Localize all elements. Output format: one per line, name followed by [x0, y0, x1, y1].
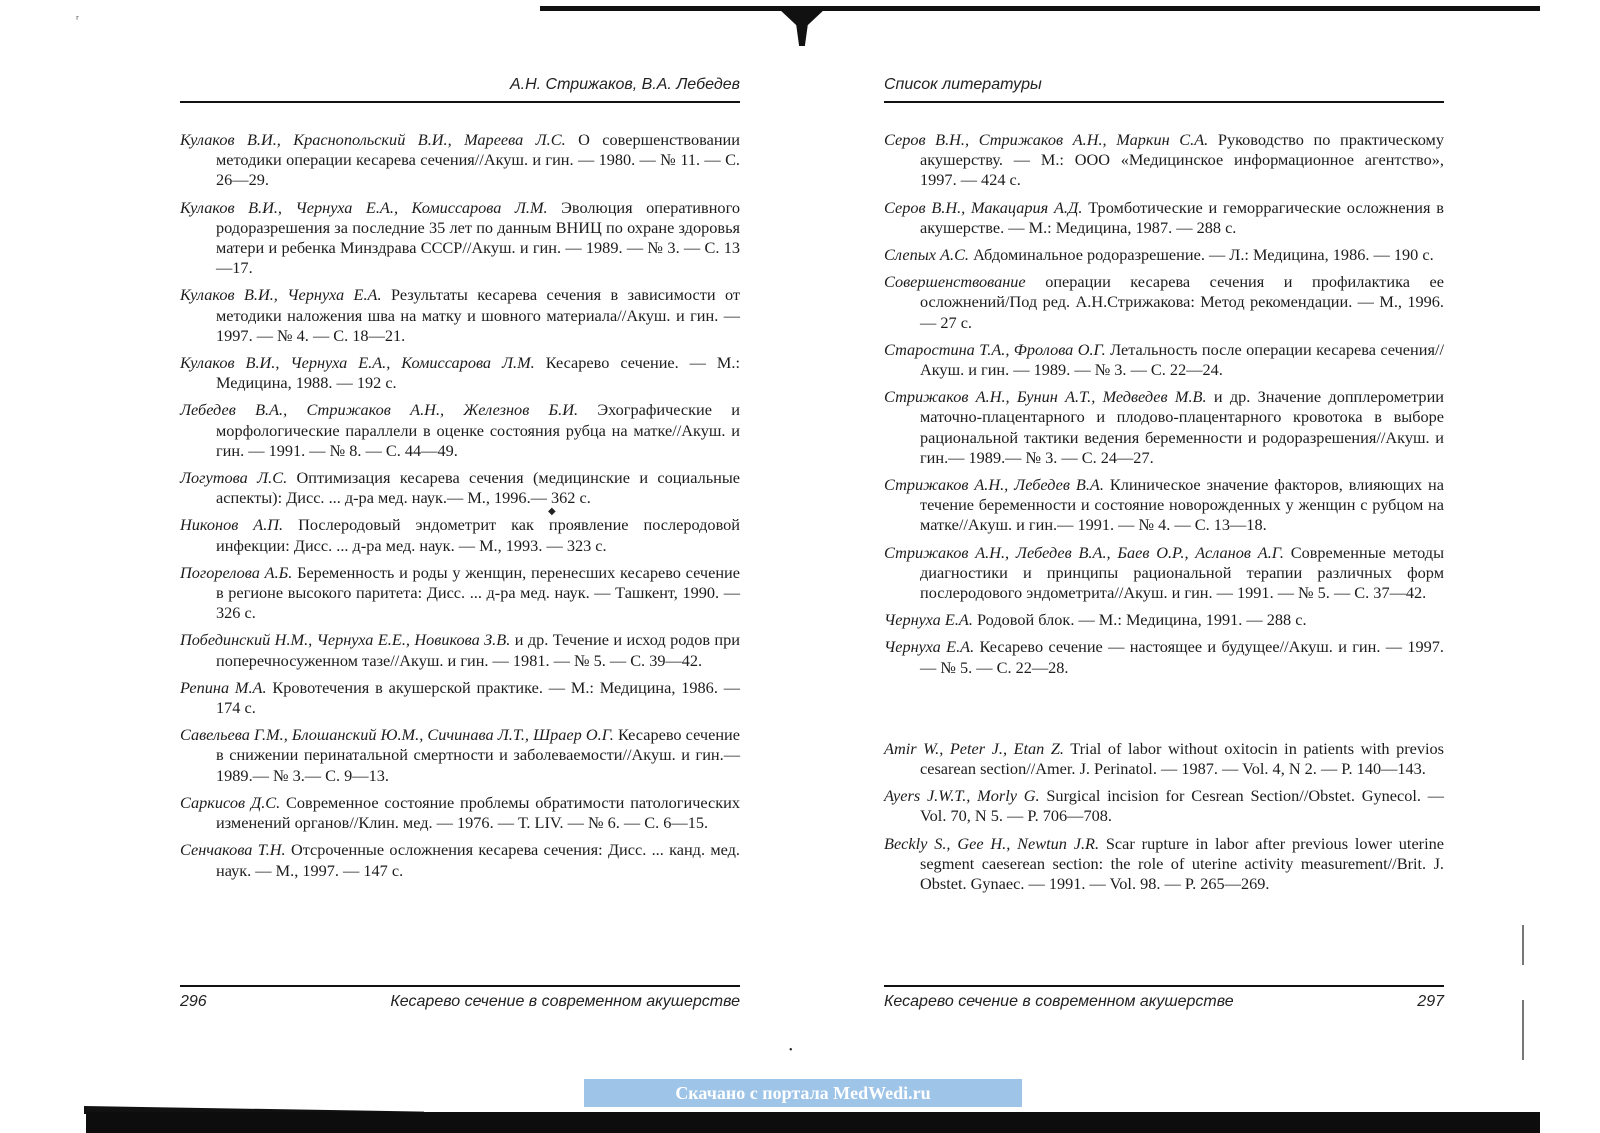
reference-entry	[884, 543, 1444, 604]
reference-entry	[180, 793, 740, 833]
reference-list	[884, 130, 1444, 901]
scan-corner-mark: ʳ	[76, 12, 79, 26]
reference-authors: Чернуха Е.А.	[884, 610, 973, 630]
scan-bottom-edge	[86, 1112, 1540, 1133]
reference-text: и др. Течение и исход родов при поперечносуженном тазе//Акуш. и гин. — 1981. — № 5. — С. 39—42.	[216, 630, 740, 670]
reference-entry	[884, 198, 1444, 238]
reference-entry	[180, 400, 740, 461]
reference-authors: Старостина Т.А., Фролова О.Г.	[884, 339, 1106, 359]
running-head: А.Н. Стрижаков, В.А. Лебедев	[509, 76, 740, 93]
reference-authors: Совершенствование	[884, 272, 1026, 292]
scan-edge-line	[1522, 1000, 1524, 1060]
reference-entry	[884, 637, 1444, 677]
scan-speck: •	[789, 1045, 793, 1056]
reference-text: и др. Значение допплерометрии маточно-плацентарного и плодово-плацентарного кровотока в выборе рациональной тактики ведения беременности и родоразрешения//Акуш. и гин.— 1989.— № 3. — С. 24—27.	[920, 387, 1444, 467]
header-rule	[180, 101, 740, 103]
reference-entry	[884, 272, 1444, 333]
download-watermark: Скачано с портала MedWedi.ru	[584, 1079, 1022, 1107]
reference-text: Родовой блок. — М.: Медицина, 1991. — 288 с.	[977, 610, 1307, 630]
reference-text: Послеродовый эндометрит как проявление послеродовой инфекции: Дисс. ... д-ра мед. наук. — М., 1993. — 323 с.	[216, 515, 740, 555]
reference-authors: Репина М.А.	[180, 677, 267, 697]
reference-entry	[180, 353, 740, 393]
footer-title: Кесарево сечение в современном акушерстве	[884, 993, 1234, 1010]
reference-text: Летальность после операции кесарева сечения//Акуш. и гин. — 1989. — № 3. — С. 22—24.	[920, 339, 1444, 380]
foreign-references	[884, 739, 1444, 894]
reference-text: Тромботические и геморрагические осложнения в акушерстве. — М.: Медицина, 1987. — 288 с.	[920, 197, 1444, 237]
reference-authors: Серов В.Н., Стрижаков А.Н., Маркин С.А.	[884, 130, 1209, 149]
reference-text: Клиническое значение факторов, влияющих на течение беременности и состояние новорожденных у женщин с рубцом на матке//Акуш. и гин.— 1991. — № 4. — С. 13—18.	[920, 475, 1444, 535]
reference-entry	[180, 630, 740, 670]
reference-authors: Слепых А.С.	[884, 245, 969, 265]
reference-authors: Никонов А.П.	[180, 515, 284, 535]
reference-text: Surgical incision for Cesrean Section//Obstet. Gynecol. — Vol. 70, N 5. — P. 706—708.	[920, 786, 1444, 826]
reference-entry	[884, 739, 1444, 779]
reference-list	[180, 130, 740, 888]
reference-text: Scar rupture in labor after previous lower uterine segment caeserean section: the role of uterine activity measurement//Brit. J. Obstet. Gynaec. — 1991. — Vol. 98. — P. 265—269.	[920, 833, 1444, 894]
reference-entry	[180, 563, 740, 624]
reference-text: Беременность и роды у женщин, перенесших кесарево сечение в регионе высокого паритета: Дисс. ... д-ра мед. наук. — Ташкент, 1990. — 326 с.	[216, 562, 740, 623]
reference-authors: Саркисов Д.С.	[180, 792, 281, 812]
reference-entry	[884, 130, 1444, 191]
reference-entry	[180, 840, 740, 880]
reference-authors: Beckly S., Gee H., Newtun J.R.	[884, 833, 1100, 853]
reference-authors: Серов В.Н., Макацария А.Д.	[884, 197, 1083, 217]
reference-text: Trial of labor without oxitocin in patients with previos cesarean section//Amer. J. Perinatol. — 1987. — Vol. 4, N 2. — P. 140—143.	[920, 738, 1445, 779]
reference-text: Результаты кесарева сечения в зависимости от методики наложения шва на матку и шовного материала//Акуш. и гин. — 1997. — № 4. — С. 18—21.	[216, 285, 740, 345]
reference-authors: Погорелова А.Б.	[180, 562, 293, 582]
reference-text: Абдоминальное родоразрешение. — Л.: Медицина, 1986. — 190 с.	[973, 245, 1434, 265]
russian-references	[884, 130, 1444, 678]
page-number: 297	[1417, 993, 1444, 1010]
reference-text: Современные методы диагностики и принципы рациональной терапии различных форм послеродового эндометрита//Акуш. и гин. — 1991. — № 5. — С. 37—42.	[920, 542, 1445, 603]
scan-edge-line	[1522, 925, 1524, 965]
footer-rule	[180, 985, 740, 987]
reference-authors: Лебедев В.А., Стрижаков А.Н., Железнов Б.И.	[180, 400, 579, 420]
reference-authors: Стрижаков А.Н., Лебедев В.А.	[884, 475, 1104, 495]
reference-text: Современное состояние проблемы обратимости патологических изменений органов//Клин. мед. — 1976. — Т. LIV. — № 6. — С. 6—15.	[216, 792, 741, 833]
reference-authors: Стрижаков А.Н., Лебедев В.А., Баев О.Р., Асланов А.Г.	[884, 542, 1284, 562]
reference-entry	[180, 515, 740, 555]
reference-entry	[884, 340, 1444, 380]
footer-title: Кесарево сечение в современном акушерстве	[390, 993, 740, 1010]
header-rule	[884, 101, 1444, 103]
reference-text: Кесарево сечение — настоящее и будущее//Акуш. и гин. — 1997. — № 5. — С. 22—28.	[920, 637, 1444, 677]
scan-speck: ◆	[548, 506, 556, 517]
reference-authors: Сенчакова Т.Н.	[180, 840, 286, 860]
running-head: Список литературы	[884, 76, 1042, 93]
reference-entry	[180, 198, 740, 279]
footer-rule	[884, 985, 1444, 987]
reference-entry	[180, 285, 740, 346]
reference-text: Кесарево сечение в снижении перинатальной смертности и заболеваемости//Акуш. и гин.— 1989.— № 3.— С. 9—13.	[216, 725, 740, 785]
reference-entry	[884, 387, 1444, 468]
reference-text: Кесарево сечение. — М.: Медицина, 1988. — 192 с.	[216, 353, 741, 393]
reference-authors: Логутова Л.С.	[180, 468, 288, 488]
reference-authors: Кулаков В.И., Чернуха Е.А., Комиссарова Л.М.	[180, 353, 535, 373]
section-gap	[884, 685, 1444, 739]
reference-authors: Кулаков В.И., Чернуха Е.А., Комиссарова Л.М.	[180, 197, 548, 217]
reference-text: операции кесарева сечения и профилактика ее осложнений/Под ред. А.Н.Стрижакова: Метод рекомендации. — М., 1996. — 27 с.	[920, 272, 1444, 332]
reference-entry	[180, 130, 740, 191]
reference-entry	[884, 610, 1444, 630]
reference-authors: Савельева Г.М., Блошанский Ю.М., Сичинава Л.Т., Шраер О.Г.	[180, 725, 614, 745]
reference-text: Эволюция оперативного родоразрешения за последние 35 лет по данным ВНИЦ по охране здоровья матери и ребенка Минздрава СССР//Акуш. и гин. — 1989. — № 3. — С. 13—17.	[216, 197, 740, 278]
reference-text: Оптимизация кесарева сечения (медицинские и социальные аспекты): Дисс. ... д-ра мед. наук.— М., 1996.— 362 с.	[216, 468, 741, 508]
reference-authors: Стрижаков А.Н., Бунин А.Т., Медведев М.В.	[884, 387, 1207, 407]
reference-entry	[884, 834, 1444, 895]
reference-authors: Чернуха Е.А.	[884, 637, 975, 657]
reference-authors: Ayers J.W.T., Morly G.	[884, 786, 1040, 806]
reference-entry	[180, 468, 740, 508]
reference-entry	[180, 678, 740, 718]
binding-notch	[778, 8, 826, 46]
reference-text: Отсроченные осложнения кесарева сечения: Дисс. ... канд. мед. наук. — М., 1997. — 147 с.	[216, 840, 740, 880]
reference-authors: Кулаков В.И., Чернуха Е.А.	[180, 285, 382, 305]
reference-authors: Побединский Н.М., Чернуха Е.Е., Новикова З.В.	[180, 630, 511, 650]
reference-text: Руководство по практическому акушерству. — М.: ООО «Медицинское информационное агентство», 1997. — 424 с.	[920, 130, 1444, 190]
reference-text: О совершенствовании методики операции кесарева сечения//Акуш. и гин. — 1980. — № 11. — С. 26—29.	[216, 130, 740, 190]
reference-text: Кровотечения в акушерской практике. — М.: Медицина, 1986. — 174 с.	[216, 677, 740, 718]
reference-entry	[884, 786, 1444, 826]
reference-entry	[180, 725, 740, 786]
page-number: 296	[180, 993, 207, 1010]
reference-authors: Amir W., Peter J., Etan Z.	[884, 738, 1064, 758]
reference-text: Эхографические и морфологические параллели в оценке состояния рубца на матке//Акуш. и гин. — 1991. — № 8. — С. 44—49.	[216, 400, 740, 460]
reference-entry	[884, 475, 1444, 536]
reference-authors: Кулаков В.И., Краснопольский В.И., Мареева Л.С.	[180, 130, 566, 149]
reference-entry	[884, 245, 1444, 265]
scan-top-edge	[540, 6, 1540, 11]
